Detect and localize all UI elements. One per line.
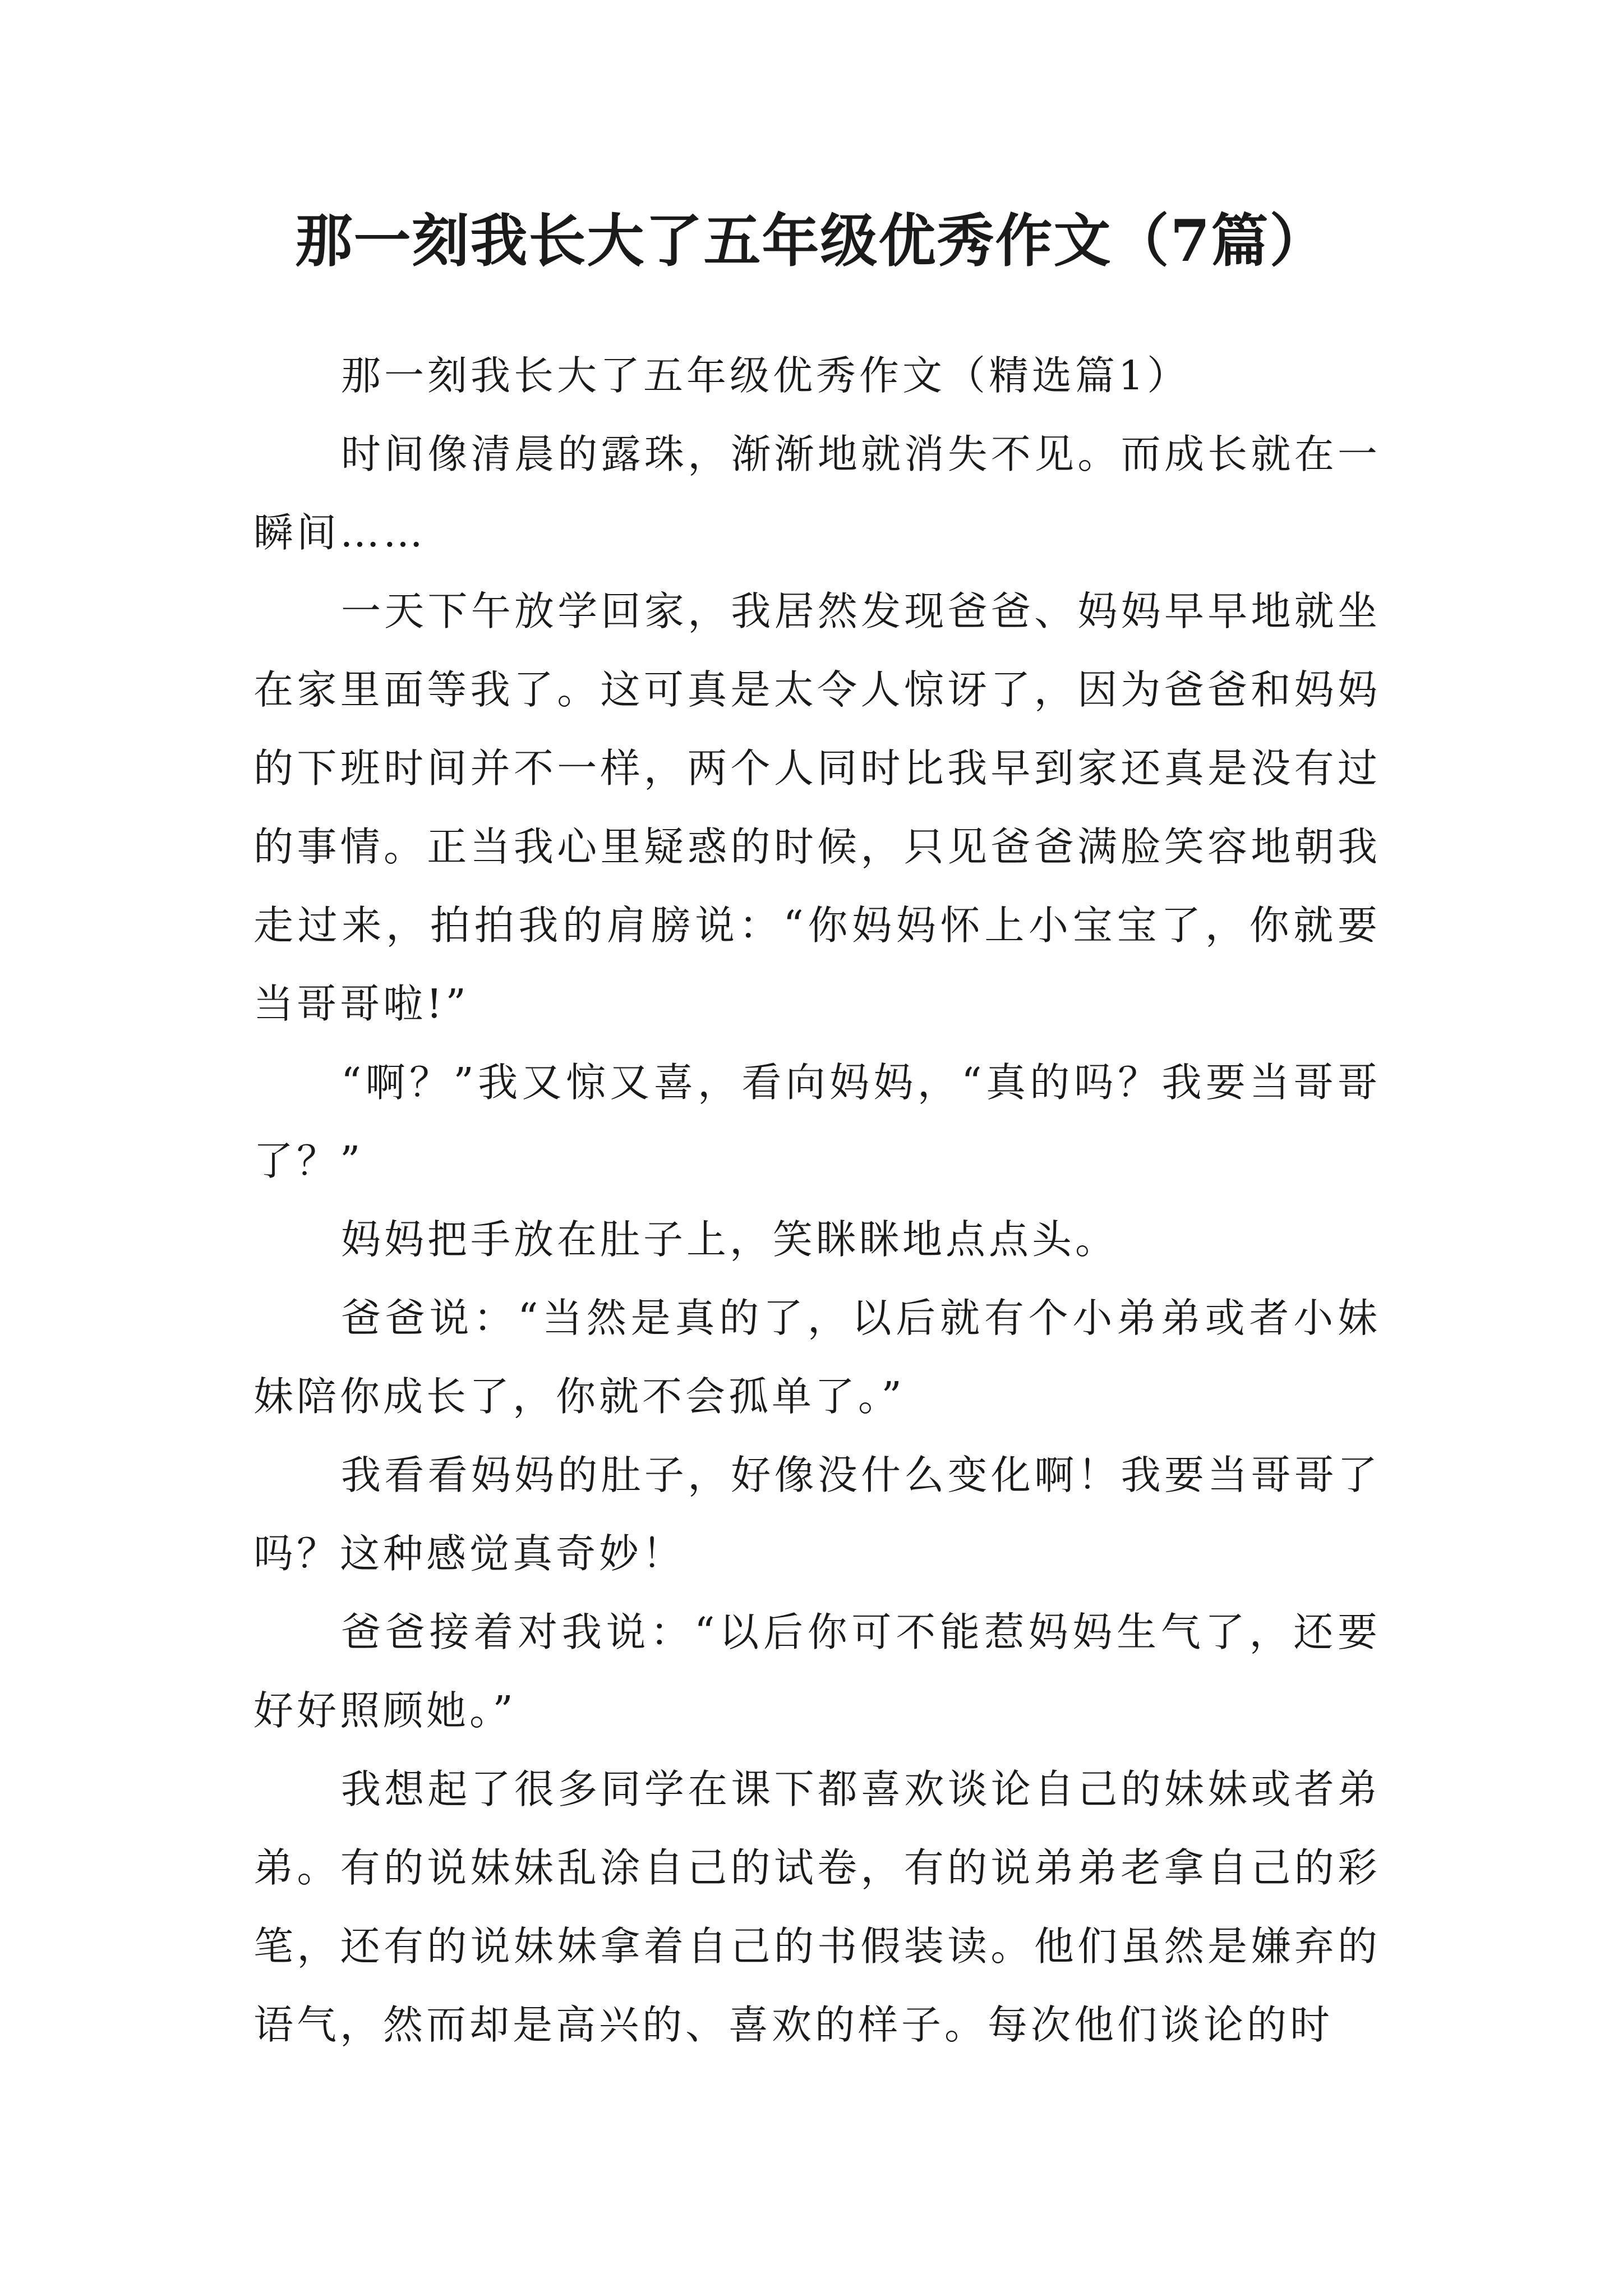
paragraph: 爸爸接着对我说：“以后你可不能惹妈妈生气了，还要好好照顾她。” <box>253 1609 1381 1734</box>
paragraph: “啊？”我又惊又喜，看向妈妈，“真的吗？我要当哥哥了？” <box>253 1059 1381 1184</box>
paragraph: 一天下午放学回家，我居然发现爸爸、妈妈早早地就坐在家里面等我了。这可真是太令人惊讶了，因为爸爸和妈妈的下班时间并不一样，两个人同时比我早到家还真是没有过的事情。正当我心里疑惑的时候，只见爸爸满脸笑容地朝我走过来，拍拍我的肩膀说：“你妈妈怀上小宝宝了，你就要当哥哥啦!” <box>253 588 1381 1027</box>
paragraph: 我想起了很多同学在课下都喜欢谈论自己的妹妹或者弟弟。有的说妹妹乱涂自己的试卷，有的说弟弟老拿自己的彩笔，还有的说妹妹拿着自己的书假装读。他们虽然是嫌弃的语气，然而却是高兴的、喜欢的样子。每次他们谈论的时 <box>253 1766 1381 2048</box>
paragraph: 爸爸说：“当然是真的了，以后就有个小弟弟或者小妹妹陪你成长了，你就不会孤单了。” <box>253 1295 1381 1420</box>
paragraph: 妈妈把手放在肚子上，笑眯眯地点点头。 <box>341 1216 1119 1263</box>
document-body <box>253 337 1381 2064</box>
document-title: 那一刻我长大了五年级优秀作文（7篇） <box>295 208 1328 275</box>
section-heading: 那一刻我长大了五年级优秀作文（精选篇1） <box>341 352 1191 399</box>
paragraph: 时间像清晨的露珠，渐渐地就消失不见。而成长就在一瞬间…… <box>253 431 1381 556</box>
paragraph: 我看看妈妈的肚子，好像没什么变化啊！我要当哥哥了吗？这种感觉真奇妙！ <box>253 1452 1381 1577</box>
